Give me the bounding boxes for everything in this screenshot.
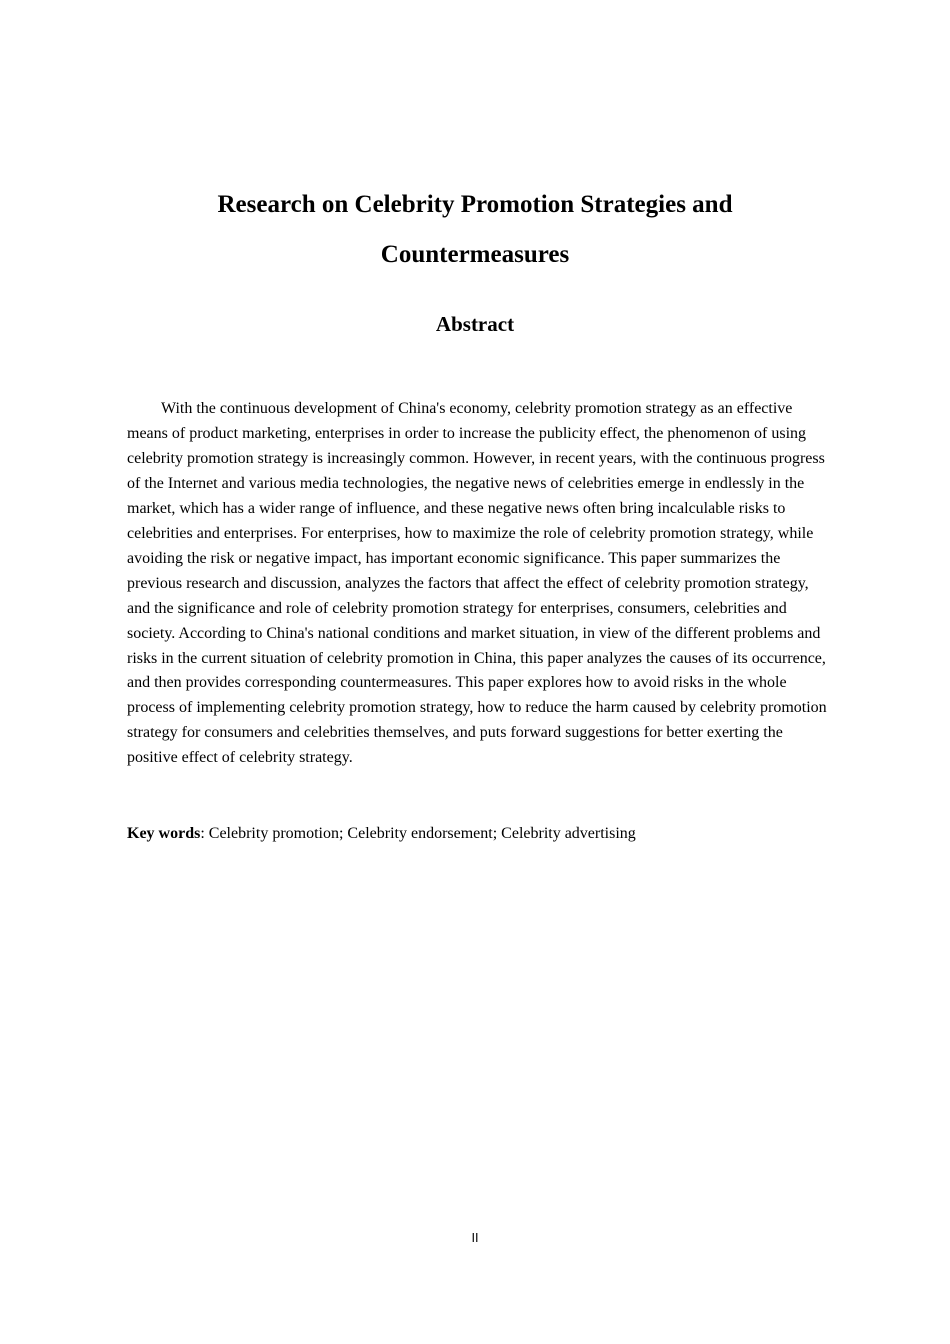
paper-title-line-1: Research on Celebrity Promotion Strategies and bbox=[217, 191, 733, 218]
keywords-text: Celebrity promotion; Celebrity endorsement; Celebrity advertising bbox=[208, 825, 636, 842]
keywords-separator: : bbox=[200, 825, 209, 842]
abstract-heading: Abstract bbox=[435, 312, 515, 336]
paper-title-line-2: Countermeasures bbox=[380, 241, 570, 268]
paper-title bbox=[100, 180, 850, 280]
keywords-line bbox=[127, 821, 827, 846]
keywords-label: Key words bbox=[127, 825, 201, 842]
page-number: II bbox=[471, 1231, 479, 1245]
abstract-body: With the continuous development of China's economy, celebrity promotion strategy as an effective means of product marketing, enterprises in order to increase the publicity effect, the phenomenon of using celebrity promotion strategy is increasingly common. However, in recent years, with the continuous progress of the Internet and various media technologies, the negative news of celebrities emerge in endlessly in the market, which has a wider range of influence, and these negative news often bring incalculable risks to celebrities and enterprises. For enterprises, how to maximize the role of celebrity promotion strategy, while avoiding the risk or negative impact, has important economic significance. This paper summarizes the previous research and discussion, analyzes the factors that affect the effect of celebrity promotion strategy, and the significance and role of celebrity promotion strategy for enterprises, consumers, celebrities and society. According to China's national conditions and market situation, in view of the different problems and risks in the current situation of celebrity promotion in China, this paper analyzes the causes of its occurrence, and then provides corresponding countermeasures. This paper explores how to avoid risks in the whole process of implementing celebrity promotion strategy, how to reduce the harm caused by celebrity promotion strategy for consumers and celebrities themselves, and puts forward suggestions for better exerting the positive effect of celebrity strategy. bbox=[127, 400, 827, 767]
